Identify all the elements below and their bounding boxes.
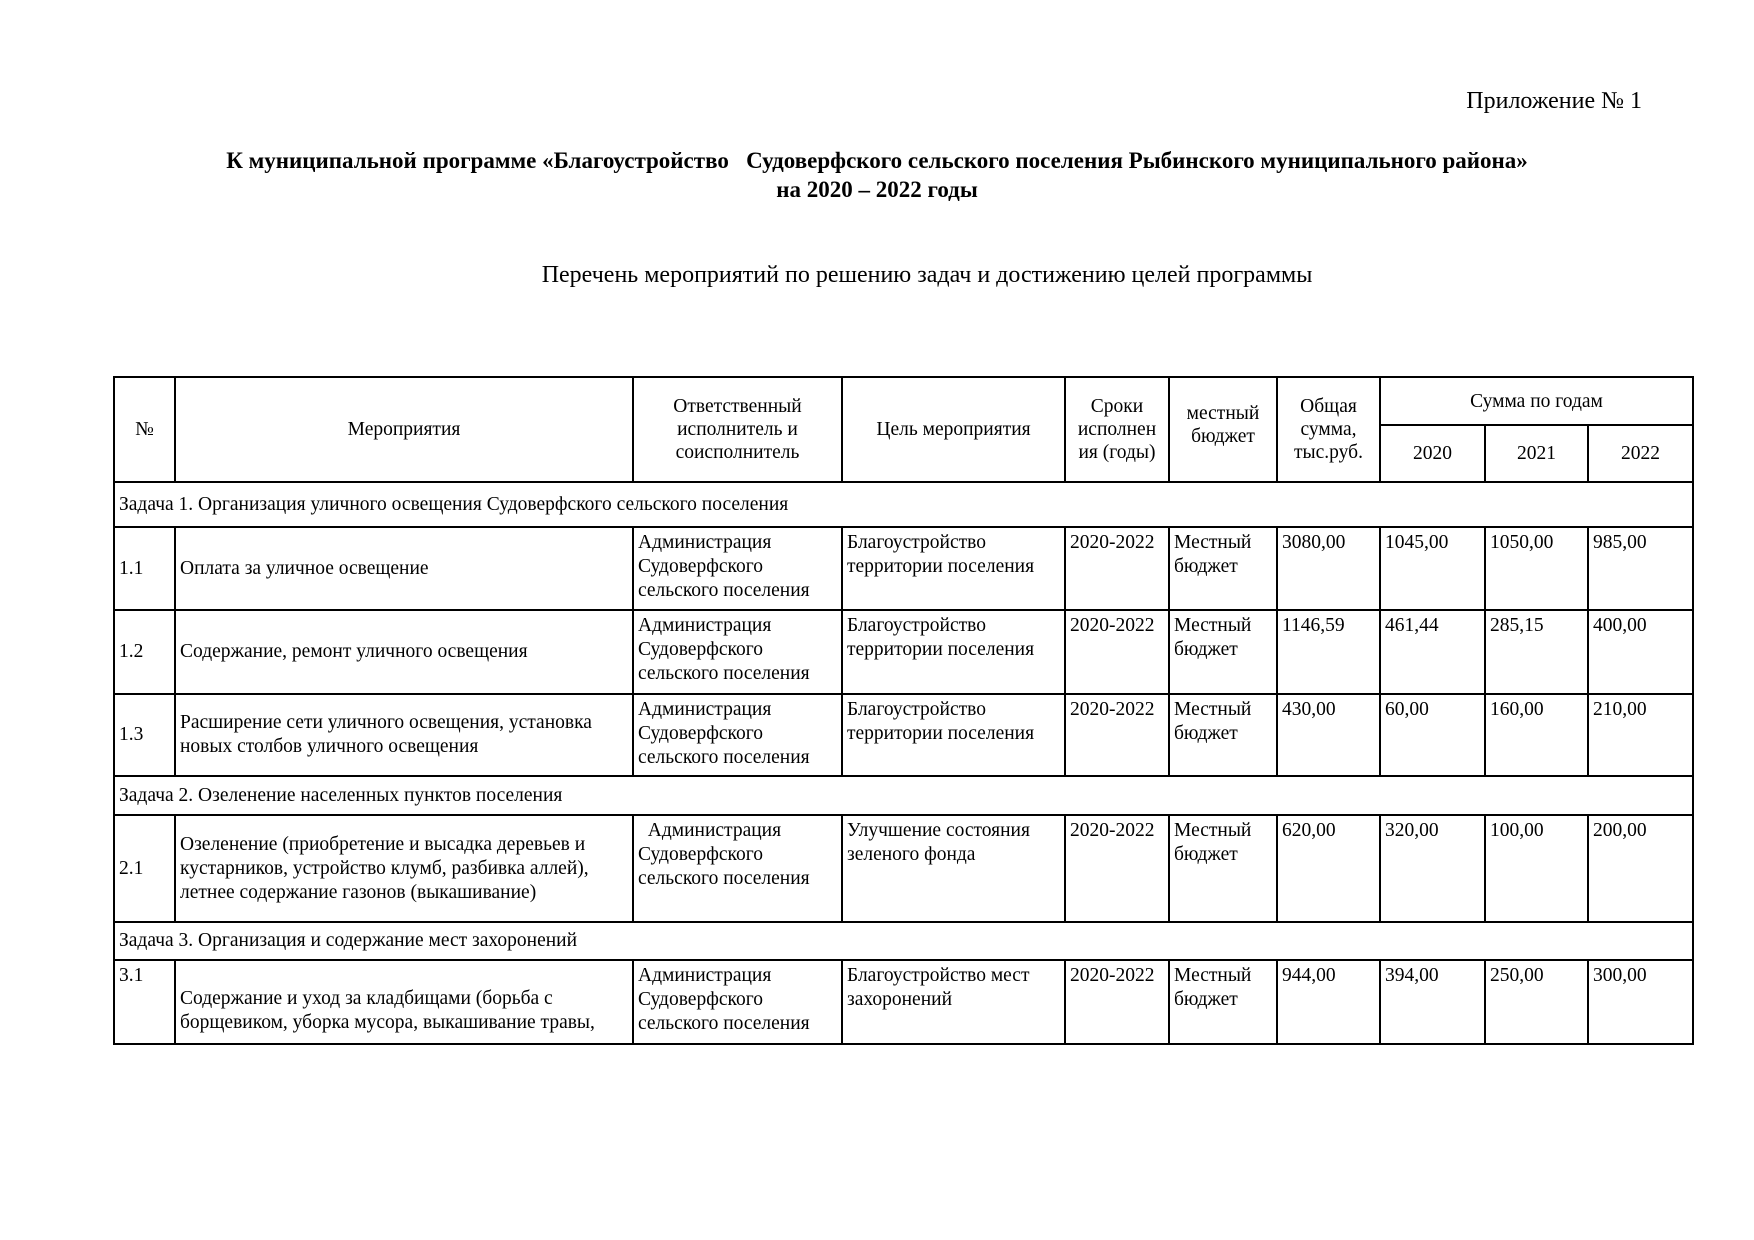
col-header-terms: Сроки исполнен ия (годы) xyxy=(1065,377,1169,482)
cell-num: 1.3 xyxy=(114,694,175,776)
cell-y2022: 985,00 xyxy=(1588,527,1693,610)
cell-total: 620,00 xyxy=(1277,815,1380,922)
cell-activity: Расширение сети уличного освещения, установка новых столбов уличного освещения xyxy=(175,694,633,776)
cell-terms: 2020-2022 xyxy=(1065,694,1169,776)
cell-num: 2.1 xyxy=(114,815,175,922)
cell-activity: Озеленение (приобретение и высадка деревьев и кустарников, устройство клумб, разбивка аллей), летнее содержание газонов (выкашивание) xyxy=(175,815,633,922)
cell-goal: Улучшение состояния зеленого фонда xyxy=(842,815,1065,922)
cell-budget: Местный бюджет xyxy=(1169,960,1277,1044)
cell-responsible: Администрация Судоверфского сельского поселения xyxy=(633,694,842,776)
cell-total: 3080,00 xyxy=(1277,527,1380,610)
cell-budget: Местный бюджет xyxy=(1169,610,1277,694)
cell-y2021: 285,15 xyxy=(1485,610,1588,694)
cell-responsible: Администрация Судоверфского сельского поселения xyxy=(633,960,842,1044)
cell-total: 1146,59 xyxy=(1277,610,1380,694)
cell-activity: Оплата за уличное освещение xyxy=(175,527,633,610)
cell-y2022: 300,00 xyxy=(1588,960,1693,1044)
cell-total: 430,00 xyxy=(1277,694,1380,776)
col-header-2022: 2022 xyxy=(1588,425,1693,482)
cell-goal: Благоустройство территории поселения xyxy=(842,694,1065,776)
cell-y2022: 200,00 xyxy=(1588,815,1693,922)
cell-total: 944,00 xyxy=(1277,960,1380,1044)
cell-budget: Местный бюджет xyxy=(1169,815,1277,922)
cell-budget: Местный бюджет xyxy=(1169,527,1277,610)
cell-y2020: 320,00 xyxy=(1380,815,1485,922)
appendix-label: Приложение № 1 xyxy=(1466,88,1642,114)
table-row xyxy=(114,815,1693,922)
cell-num: 1.2 xyxy=(114,610,175,694)
cell-y2020: 60,00 xyxy=(1380,694,1485,776)
col-header-total: Общая сумма, тыс.руб. xyxy=(1277,377,1380,482)
col-header-num: № xyxy=(114,377,175,482)
table-row xyxy=(114,527,1693,610)
cell-y2022: 210,00 xyxy=(1588,694,1693,776)
col-header-by-years: Сумма по годам xyxy=(1380,377,1693,425)
table-row xyxy=(114,960,1693,1044)
table-row xyxy=(114,610,1693,694)
document-title xyxy=(0,146,1754,204)
cell-y2021: 160,00 xyxy=(1485,694,1588,776)
cell-activity: Содержание, ремонт уличного освещения xyxy=(175,610,633,694)
task-row xyxy=(114,776,1693,815)
cell-terms: 2020-2022 xyxy=(1065,527,1169,610)
title-line-1: К муниципальной программе «Благоустройство Судоверфского сельского поселения Рыбинского муниципального района» xyxy=(226,148,1528,173)
task-row xyxy=(114,922,1693,960)
col-header-2021: 2021 xyxy=(1485,425,1588,482)
cell-y2020: 461,44 xyxy=(1380,610,1485,694)
cell-terms: 2020-2022 xyxy=(1065,610,1169,694)
col-header-goal: Цель мероприятия xyxy=(842,377,1065,482)
task-row xyxy=(114,482,1693,527)
cell-y2021: 1050,00 xyxy=(1485,527,1588,610)
cell-y2020: 1045,00 xyxy=(1380,527,1485,610)
cell-responsible: Администрация Судоверфского сельского поселения xyxy=(633,815,842,922)
cell-num: 3.1 xyxy=(114,960,175,1044)
cell-y2020: 394,00 xyxy=(1380,960,1485,1044)
cell-goal: Благоустройство мест захоронений xyxy=(842,960,1065,1044)
cell-responsible: Администрация Судоверфского сельского поселения xyxy=(633,527,842,610)
cell-activity: Содержание и уход за кладбищами (борьба с борщевиком, уборка мусора, выкашивание травы, xyxy=(175,960,633,1044)
title-line-2: на 2020 – 2022 годы xyxy=(776,177,978,202)
col-header-responsible: Ответственный исполнитель и соисполнитель xyxy=(633,377,842,482)
col-header-budget: местный бюджет xyxy=(1169,377,1277,482)
task-title: Задача 1. Организация уличного освещения Судоверфского сельского поселения xyxy=(114,482,1693,527)
cell-responsible: Администрация Судоверфского сельского поселения xyxy=(633,610,842,694)
table-row xyxy=(114,694,1693,776)
task-title: Задача 2. Озеленение населенных пунктов поселения xyxy=(114,776,1693,815)
cell-terms: 2020-2022 xyxy=(1065,815,1169,922)
col-header-2020: 2020 xyxy=(1380,425,1485,482)
cell-y2022: 400,00 xyxy=(1588,610,1693,694)
cell-terms: 2020-2022 xyxy=(1065,960,1169,1044)
document-subtitle: Перечень мероприятий по решению задач и достижению целей программы xyxy=(541,262,1313,288)
cell-num: 1.1 xyxy=(114,527,175,610)
col-header-activity: Мероприятия xyxy=(175,377,633,482)
cell-goal: Благоустройство территории поселения xyxy=(842,610,1065,694)
cell-y2021: 100,00 xyxy=(1485,815,1588,922)
cell-y2021: 250,00 xyxy=(1485,960,1588,1044)
activities-table xyxy=(113,376,1694,1045)
cell-goal: Благоустройство территории поселения xyxy=(842,527,1065,610)
cell-budget: Местный бюджет xyxy=(1169,694,1277,776)
task-title: Задача 3. Организация и содержание мест захоронений xyxy=(114,922,1693,960)
